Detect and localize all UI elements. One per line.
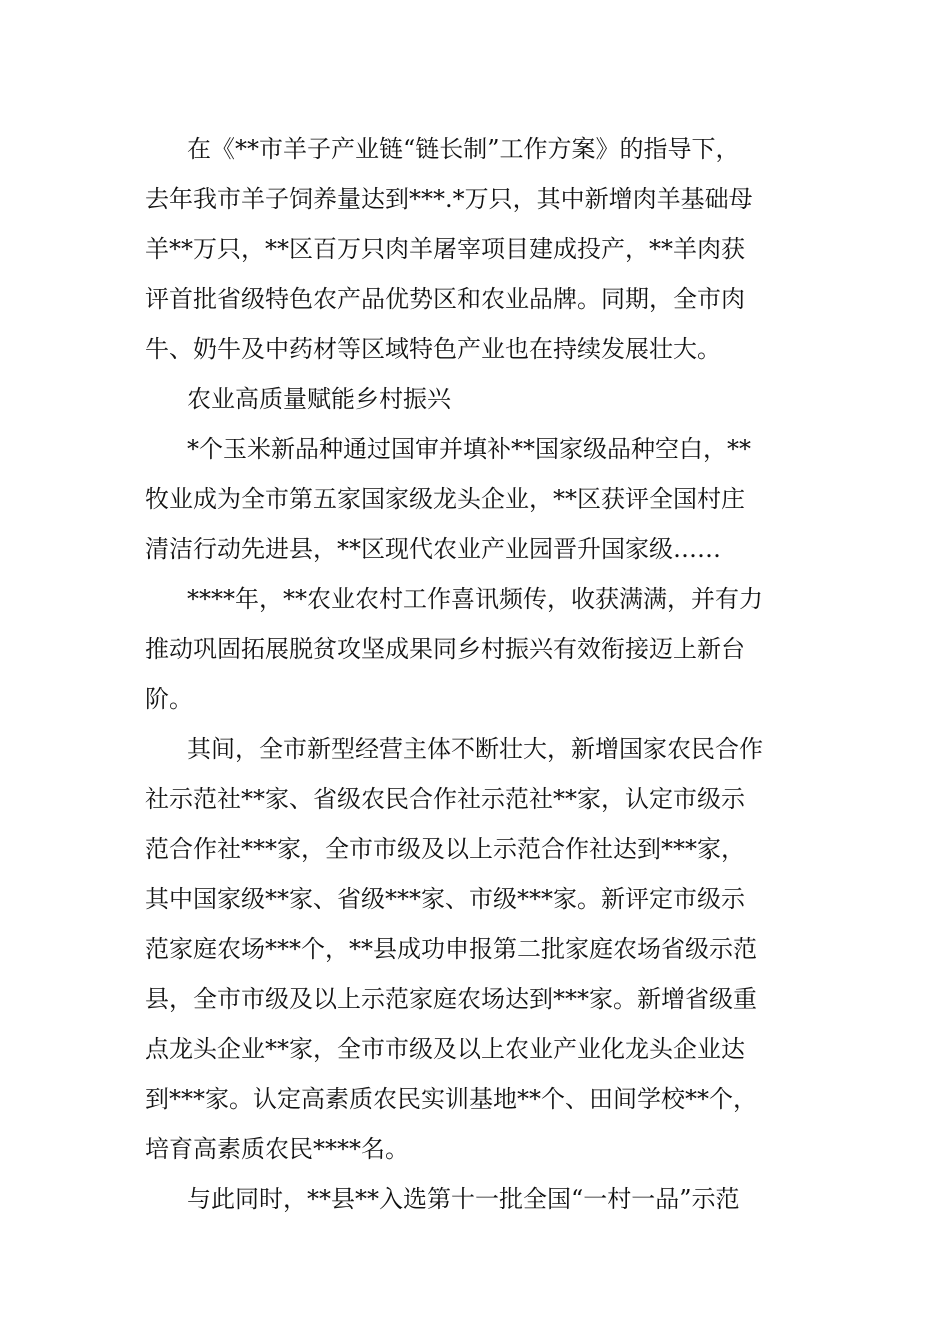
paragraph-1-line-5: 牛、奶牛及中药材等区域特色产业也在持续发展壮大。 — [145, 335, 721, 363]
paragraph-3-line-1: ****年，**农业农村工作喜讯频传，收获满满，并有力 — [187, 585, 763, 613]
paragraph-3-line-2: 推动巩固拓展脱贫攻坚成果同乡村振兴有效衔接迈上新台 — [145, 635, 745, 663]
paragraph-1-line-3: 羊**万只，**区百万只肉羊屠宰项目建成投产，**羊肉获 — [145, 235, 745, 263]
paragraph-4-line-4: 其中国家级**家、省级***家、市级***家。新评定市级示 — [145, 885, 745, 913]
paragraph-2-line-1: *个玉米新品种通过国审并填补**国家级品种空白，** — [187, 435, 751, 463]
paragraph-4-line-8: 到***家。认定高素质农民实训基地**个、田间学校**个， — [145, 1085, 757, 1113]
paragraph-4-line-5: 范家庭农场***个，**县成功申报第二批家庭农场省级示范 — [145, 935, 757, 963]
paragraph-4-line-1: 其间，全市新型经营主体不断壮大，新增国家农民合作 — [187, 735, 763, 763]
paragraph-4-line-6: 县，全市市级及以上示范家庭农场达到***家。新增省级重 — [145, 985, 757, 1013]
paragraph-5-line-1: 与此同时，**县**入选第十一批全国“一村一品”示范 — [187, 1185, 740, 1213]
paragraph-1-line-4: 评首批省级特色农产品优势区和农业品牌。同期，全市肉 — [145, 285, 745, 313]
paragraph-3-line-3: 阶。 — [145, 685, 193, 713]
paragraph-2-line-2: 牧业成为全市第五家国家级龙头企业，**区获评全国村庄 — [145, 485, 745, 513]
paragraph-4-line-3: 范合作社***家，全市市级及以上示范合作社达到***家， — [145, 835, 745, 863]
paragraph-4-line-9: 培育高素质农民****名。 — [145, 1135, 409, 1163]
paragraph-1-line-2: 去年我市羊子饲养量达到***.*万只，其中新增肉羊基础母 — [145, 185, 753, 213]
section-heading: 农业高质量赋能乡村振兴 — [187, 385, 451, 413]
paragraph-4-line-2: 社示范社**家、省级农民合作社示范社**家，认定市级示 — [145, 785, 745, 813]
paragraph-4-line-7: 点龙头企业**家，全市市级及以上农业产业化龙头企业达 — [145, 1035, 745, 1063]
paragraph-1-line-1: 在《**市羊子产业链“链长制”工作方案》的指导下， — [187, 135, 740, 163]
paragraph-2-line-3: 清洁行动先进县，**区现代农业产业园晋升国家级…… — [145, 535, 721, 563]
